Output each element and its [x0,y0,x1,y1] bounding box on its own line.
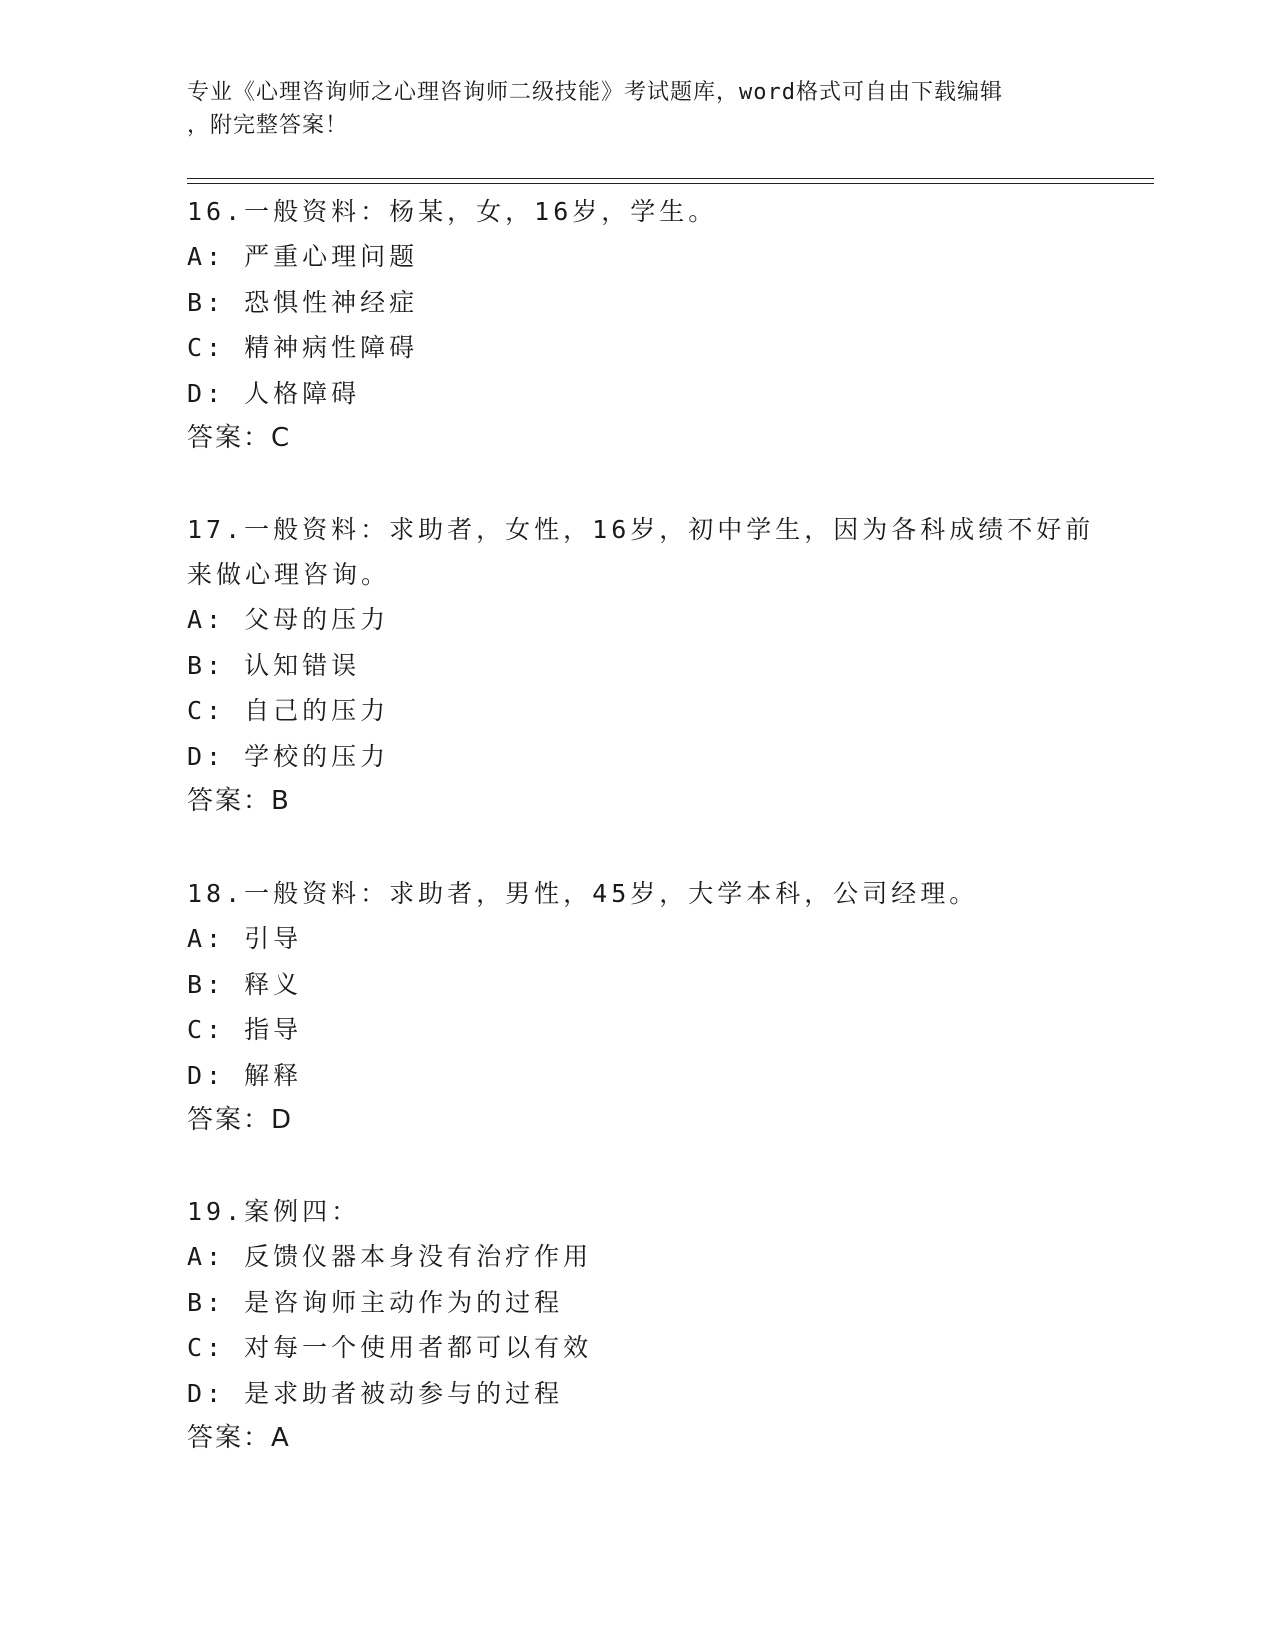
option-d: D: 人格障碍 [187,378,361,408]
option-d: D: 是求助者被动参与的过程 [187,1378,564,1408]
header-divider-bottom [187,183,1154,184]
option-a: A: 父母的压力 [187,605,390,634]
option-a: A: 反馈仪器本身没有治疗作用 [187,1242,593,1271]
question-stem-line: 18.一般资料：求助者，男性，45岁，大学本科，公司经理。 [187,879,979,908]
question-16 [187,189,1087,461]
question-stem [187,1189,1067,1234]
header-divider-top [187,178,1154,179]
question-stem-line: 来做心理咨询。 [187,560,391,589]
option-a: A: 引导 [187,924,303,953]
answer: 答案：D [187,1105,294,1135]
option-b: B: 释义 [187,969,303,999]
question-stem [187,189,1067,234]
option-b: B: 是咨询师主动作为的过程 [187,1287,564,1317]
document-header [187,76,1067,142]
question-17 [187,507,1095,824]
header-line-1: 专业《心理咨询师之心理咨询师二级技能》考试题库，word格式可自由下载编辑 [187,80,1003,105]
option-c: C: 自己的压力 [187,696,390,725]
option-c: C: 精神病性障碍 [187,333,419,362]
header-line-2: ，附完整答案！ [187,113,349,138]
answer: 答案：B [187,786,291,816]
option-d: D: 解释 [187,1060,303,1090]
option-c: C: 指导 [187,1015,303,1044]
question-stem-line: 19.案例四： [187,1197,361,1226]
question-stem-line: 16.一般资料：杨某，女，16岁，学生。 [187,197,718,226]
answer: 答案：A [187,1423,291,1453]
option-a: A: 严重心理问题 [187,242,419,271]
option-b: B: 恐惧性神经症 [187,287,419,317]
question-stem-line: 17.一般资料：求助者，女性，16岁，初中学生，因为各科成绩不好前 [187,515,1095,544]
option-b: B: 认知错误 [187,650,361,680]
question-18 [187,871,1087,1143]
question-19 [187,1189,1087,1461]
answer: 答案：C [187,423,292,453]
option-c: C: 对每一个使用者都可以有效 [187,1333,593,1362]
option-d: D: 学校的压力 [187,741,390,771]
question-stem [187,507,1095,597]
question-stem [187,871,1067,916]
